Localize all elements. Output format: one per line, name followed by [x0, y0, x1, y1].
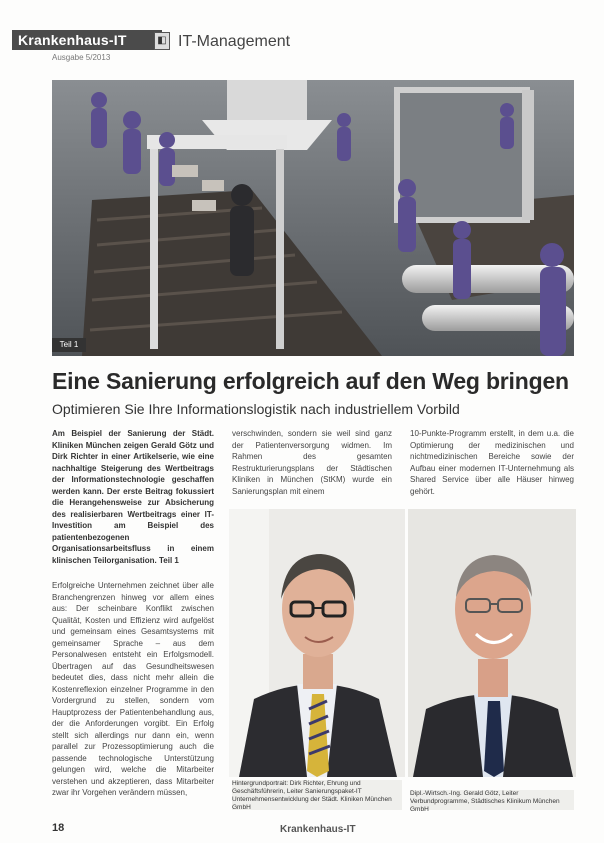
section-title: IT-Management: [178, 33, 291, 50]
conveyor-scene-image: [52, 80, 574, 356]
article-body-1: Erfolgreiche Unternehmen zeichnet über alle Branchengrenzen hinweg vor allem eines aus: Der scheinbare Konflikt zwischen Qualität, Kosten und Effizienz wird aufgelöst und gemeinsam eines Gesamtsystems mit gemeinsamer Sprache – aus dem Personalwesen entsteht ein Erfolgsmodell. Übertragen auf das Gesundheitswesen bedeutet dies, dass nicht mehr allein die Kostenreflexion einzelner Programme in den Vordergrund zu stellen, sondern vom Hauptprozess der Patientenbehandlung aus, der die Anforderungen vorgibt. Ein Erfolg stellt sich allerdings nur dann ein, wenn parallel zur Prozessoptimierung auch die passende technologische Unterstützung gelungen wird, welche die Mitarbeiter verstehen und akzeptieren, dass Mitarbeiter zwar ihr Vorgehen verändern müssen,: [52, 581, 214, 797]
column-3: [410, 428, 574, 497]
article-body-3: 10-Punkte-Programm erstellt, in dem u.a. die Optimierung der medizinischen und nichtmedizinischen Bereiche sowie der Aufbau einer modernen IT-Unternehmung als Shared Service über alle Häuser hinweg gehört.: [410, 429, 574, 496]
magazine-logo: Krankenhaus-IT: [12, 30, 162, 50]
part-badge: Teil 1: [52, 338, 86, 352]
portrait-photo-2: [408, 509, 576, 777]
portrait-caption-2: Dipl.-Wirtsch.-Ing. Gerald Götz, Leiter Verbundprogramme, Städtisches Klinikum München GmbH: [410, 790, 574, 810]
issue-label: Ausgabe 5/2013: [52, 53, 111, 62]
portrait-photo-1: [229, 509, 405, 777]
portrait-man-smiling-image: [408, 509, 576, 777]
article-title: Eine Sanierung erfolgreich auf den Weg bringen: [52, 368, 569, 394]
article-subtitle: Optimieren Sie Ihre Informationslogistik nach industriellem Vorbild: [52, 401, 460, 417]
footer-magazine-logo: Krankenhaus-IT: [280, 824, 356, 835]
article-body-2: verschwinden, sondern sie weil sind ganz der Patientenversorgung widmen. Im Rahmen des gesamten Restrukturierungsplans der Städtischen Kliniken in München (StKM) wurde ein Sanierungsplan mit einem: [232, 429, 392, 496]
article-lead: Am Beispiel der Sanierung der Städt. Kliniken München zeigen Gerald Götz und Dirk Richter in einer Artikelserie, wie eine nachhaltige Steigerung des Wertbeitrags der Informationstechnologie geschaffen werden kann. Der erste Beitrag fokussiert die Herangehensweise zur Absicherung des realisierbaren Wertbeitrags einer IT-Investition am Beispiel des patientenbezogenen Organisationsarbeitsfluss in einem klinischen Teilorganisation. Teil 1: [52, 429, 214, 565]
hero-illustration: [52, 80, 574, 356]
page-number: 18: [52, 822, 65, 834]
column-2: [232, 428, 392, 497]
portrait-man-glasses-image: [229, 509, 405, 777]
portrait-caption-1: Hintergrundportrait: Dirk Richter, Ehrung und Geschäftsführerin, Leiter Sanierungspaket-IT Unternehmensentwicklung der Städt. Kliniken München GmbH: [232, 780, 402, 810]
magazine-emblem-icon: ◧: [154, 32, 170, 50]
column-1: [52, 428, 214, 799]
